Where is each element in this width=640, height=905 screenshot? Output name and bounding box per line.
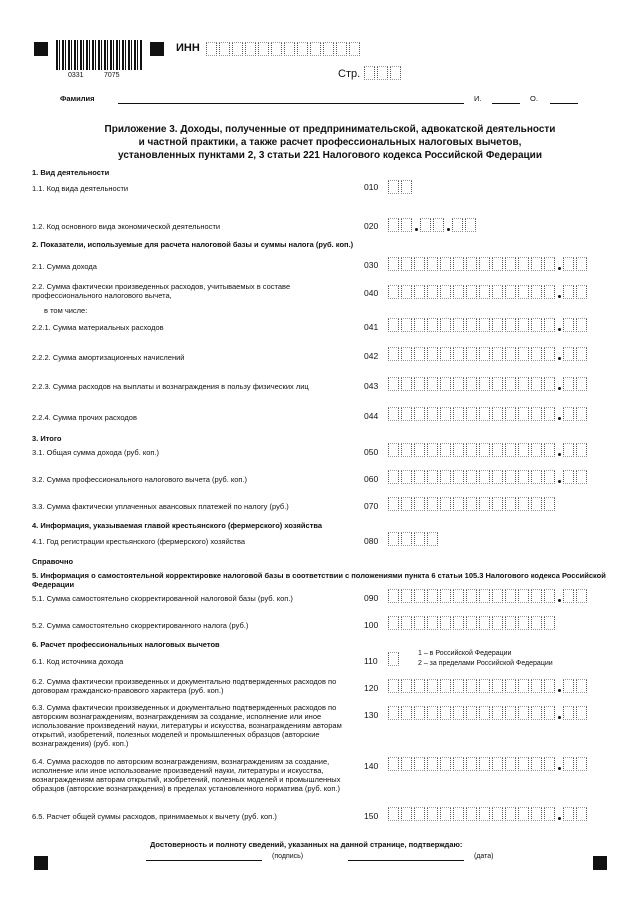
row-3-2-field[interactable]: [388, 470, 589, 484]
row-6-1-label: 6.1. Код источника дохода: [32, 657, 124, 666]
row-6-4-field[interactable]: [388, 757, 589, 771]
row-1-2-code: 020: [364, 221, 379, 231]
row-3-3-code: 070: [364, 501, 379, 511]
corner-marker-bottom-right: [593, 856, 607, 870]
row-3-1-label: 3.1. Общая сумма дохода (руб. коп.): [32, 448, 160, 457]
date-field[interactable]: [348, 860, 464, 861]
row-6-3-code: 130: [364, 710, 379, 720]
row-1-2-field[interactable]: [388, 218, 478, 232]
row-3-1-field[interactable]: [388, 443, 589, 457]
corner-marker-top-right: [150, 42, 164, 56]
page-label: Стр.: [338, 68, 361, 80]
barcode-number-1: 0331: [68, 72, 84, 79]
row-3-1-code: 050: [364, 447, 379, 457]
row-6-2-field[interactable]: [388, 679, 589, 693]
row-5-1-label: 5.1. Сумма самостоятельно скорректированной налоговой базы (руб. коп.): [32, 594, 293, 603]
section-6-heading: 6. Расчет профессиональных налоговых вычетов: [32, 640, 220, 649]
row-2-2-3-label: 2.2.3. Сумма расходов на выплаты и вознаграждения в пользу физических лиц: [32, 382, 309, 391]
section-2-heading: 2. Показатели, используемые для расчета налоговой базы и суммы налога (руб. коп.): [32, 240, 354, 249]
row-2-1-code: 030: [364, 260, 379, 270]
row-5-2-field[interactable]: [388, 616, 557, 630]
row-6-3-label: 6.3. Сумма фактически произведенных и документально подтвержденных расходов по авторским вознаграждениям, вознаграждениям за создание, исполнение или иное использование произведений науки, литературы и искусства, вознаграждениям авторам открытий, изобретений, полезных моделей и промышленных образцов (авторские вознаграждения) (руб. коп.): [32, 703, 342, 748]
row-5-1-field[interactable]: [388, 589, 589, 603]
row-6-5-label: 6.5. Расчет общей суммы расходов, принимаемых к вычету (руб. коп.): [32, 812, 277, 821]
row-4-1-field[interactable]: [388, 532, 440, 546]
confirmation-text: Достоверность и полноту сведений, указанных на данной странице, подтверждаю:: [150, 840, 463, 849]
corner-marker-top-left: [34, 42, 48, 56]
reference-heading: Справочно: [32, 557, 74, 566]
corner-marker-bottom-left: [34, 856, 48, 870]
row-3-3-label: 3.3. Сумма фактически уплаченных авансовых платежей по налогу (руб.): [32, 502, 289, 511]
initial-i-field[interactable]: [492, 103, 520, 104]
row-6-1-field[interactable]: [388, 652, 401, 666]
surname-label: Фамилия: [60, 94, 95, 103]
row-6-2-label: 6.2. Сумма фактически произведенных и документально подтвержденных расходов по договорам гражданско-правового характера (руб. коп.): [32, 677, 337, 695]
page-number-field[interactable]: [364, 66, 403, 80]
barcode: [56, 40, 142, 70]
section-1-heading: 1. Вид деятельности: [32, 168, 110, 177]
row-3-2-label: 3.2. Сумма профессионального налогового вычета (руб. коп.): [32, 475, 248, 484]
row-2-2-3-code: 043: [364, 381, 379, 391]
title-line-2: и частной практики, а также расчет профессиональных налоговых вычетов,: [138, 137, 522, 148]
row-6-5-field[interactable]: [388, 807, 589, 821]
initial-o-field[interactable]: [550, 103, 578, 104]
date-caption: (дата): [474, 853, 494, 860]
row-2-2-1-label: 2.2.1. Сумма материальных расходов: [32, 323, 164, 332]
inn-label: ИНН: [176, 42, 200, 54]
row-2-1-label: 2.1. Сумма дохода: [32, 262, 97, 271]
row-2-2-sub: в том числе:: [44, 306, 88, 315]
row-2-2-2-code: 042: [364, 351, 379, 361]
signature-field[interactable]: [146, 860, 262, 861]
row-2-2-1-code: 041: [364, 322, 379, 332]
surname-field[interactable]: [118, 103, 464, 104]
row-2-1-field[interactable]: [388, 257, 589, 271]
inn-field[interactable]: [206, 42, 362, 56]
section-3-heading: 3. Итого: [32, 434, 62, 443]
row-2-2-4-code: 044: [364, 411, 379, 421]
row-2-2-1-field[interactable]: [388, 318, 589, 332]
row-1-1-code: 010: [364, 182, 379, 192]
row-6-1-option-1: 1 – в Российской Федерации: [418, 650, 512, 657]
initial-o-label: О.: [530, 94, 538, 103]
page-title: [60, 123, 600, 162]
row-2-2-code: 040: [364, 288, 379, 298]
title-line-1: Приложение 3. Доходы, полученные от предпринимательской, адвокатской деятельности: [104, 124, 556, 135]
title-line-3: установленных пунктами 2, 3 статьи 221 Налогового кодекса Российской Федерации: [118, 150, 542, 161]
row-1-1-field[interactable]: [388, 180, 414, 194]
section-4-heading: 4. Информация, указываемая главой крестьянского (фермерского) хозяйства: [32, 521, 323, 530]
row-3-3-field[interactable]: [388, 497, 557, 511]
row-5-2-label: 5.2. Сумма самостоятельно скорректированного налога (руб.): [32, 621, 249, 630]
row-4-1-code: 080: [364, 536, 379, 546]
row-6-1-code: 110: [364, 656, 378, 666]
row-5-1-code: 090: [364, 593, 379, 603]
row-6-5-code: 150: [364, 811, 379, 821]
row-6-4-label: 6.4. Сумма расходов по авторским вознаграждениям, вознаграждениям за создание, исполнение или иное использование произведений науки, литературы и искусства, вознаграждениям авторам открытий, изобретений, полезных моделей и промышленных образцов (авторские вознаграждения) в пределах установленного норматива (руб. коп.): [32, 757, 341, 793]
row-4-1-label: 4.1. Год регистрации крестьянского (фермерского) хозяйства: [32, 537, 246, 546]
row-2-2-4-field[interactable]: [388, 407, 589, 421]
row-2-2-label: 2.2. Сумма фактически произведенных расходов, учитываемых в составе профессионального налогового вычета,: [32, 282, 291, 300]
section-5-heading: 5. Информация о самостоятельной корректировке налоговой базы в соответствии с положениями пункта 6 статьи 105.3 Налогового кодекса Российской Федерации: [32, 571, 606, 589]
row-1-2-label: 1.2. Код основного вида экономической деятельности: [32, 222, 221, 231]
initial-i-label: И.: [474, 94, 482, 103]
row-1-1-label: 1.1. Код вида деятельности: [32, 184, 129, 193]
row-2-2-4-label: 2.2.4. Сумма прочих расходов: [32, 413, 137, 422]
barcode-number-2: 7075: [104, 72, 120, 79]
row-2-2-field[interactable]: [388, 285, 589, 299]
row-2-2-2-field[interactable]: [388, 347, 589, 361]
row-6-1-option-2: 2 – за пределами Российской Федерации: [418, 660, 553, 667]
row-3-2-code: 060: [364, 474, 379, 484]
row-2-2-2-label: 2.2.2. Сумма амортизационных начислений: [32, 353, 185, 362]
signature-caption: (подпись): [272, 853, 304, 860]
row-5-2-code: 100: [364, 620, 379, 630]
row-6-3-field[interactable]: [388, 706, 589, 720]
row-2-2-3-field[interactable]: [388, 377, 589, 391]
row-6-2-code: 120: [364, 683, 379, 693]
row-6-4-code: 140: [364, 761, 379, 771]
